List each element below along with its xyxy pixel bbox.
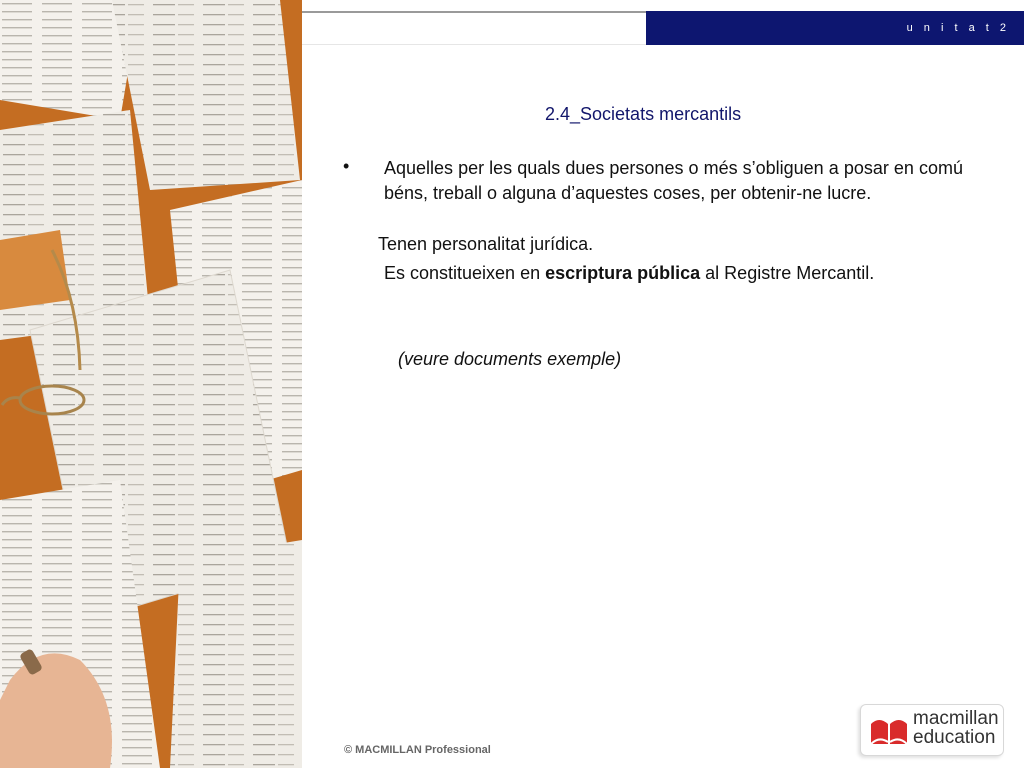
- slide-title: 2.4_Societats mercantils: [545, 104, 742, 124]
- logo-line-macmillan: macmillan: [913, 708, 999, 729]
- decorative-photo: [0, 0, 302, 768]
- example-documents-note: (veure documents exemple): [398, 349, 622, 369]
- unit-label: u n i t a t 2: [906, 22, 1010, 34]
- macmillan-logo-icon: [869, 712, 909, 746]
- macmillan-education-logo: [860, 704, 1004, 756]
- logo-line-education: education: [913, 727, 996, 748]
- copyright-text: © MACMILLAN Professional: [344, 744, 491, 756]
- bullet-symbol: •: [343, 156, 350, 176]
- header-strip: [302, 13, 646, 45]
- constitution-text-after: al Registre Mercantil.: [700, 263, 875, 283]
- documents-photo-illustration: [0, 0, 302, 768]
- bullet-text: Aquelles per les quals dues persones o més s’obliguen a posar en comú béns, treball o alguna d’aquestes coses, per obtenir-ne lucre.: [384, 158, 963, 203]
- header-bar: [646, 11, 1024, 45]
- legal-personality-line: Tenen personalitat jurídica.: [378, 234, 594, 254]
- logo-wordmark: [913, 709, 999, 747]
- bullet-item: [343, 156, 963, 206]
- constitution-line: [384, 263, 874, 284]
- constitution-bold-term: escriptura pública: [545, 263, 701, 283]
- constitution-text-before: Es constitueixen en: [384, 263, 546, 283]
